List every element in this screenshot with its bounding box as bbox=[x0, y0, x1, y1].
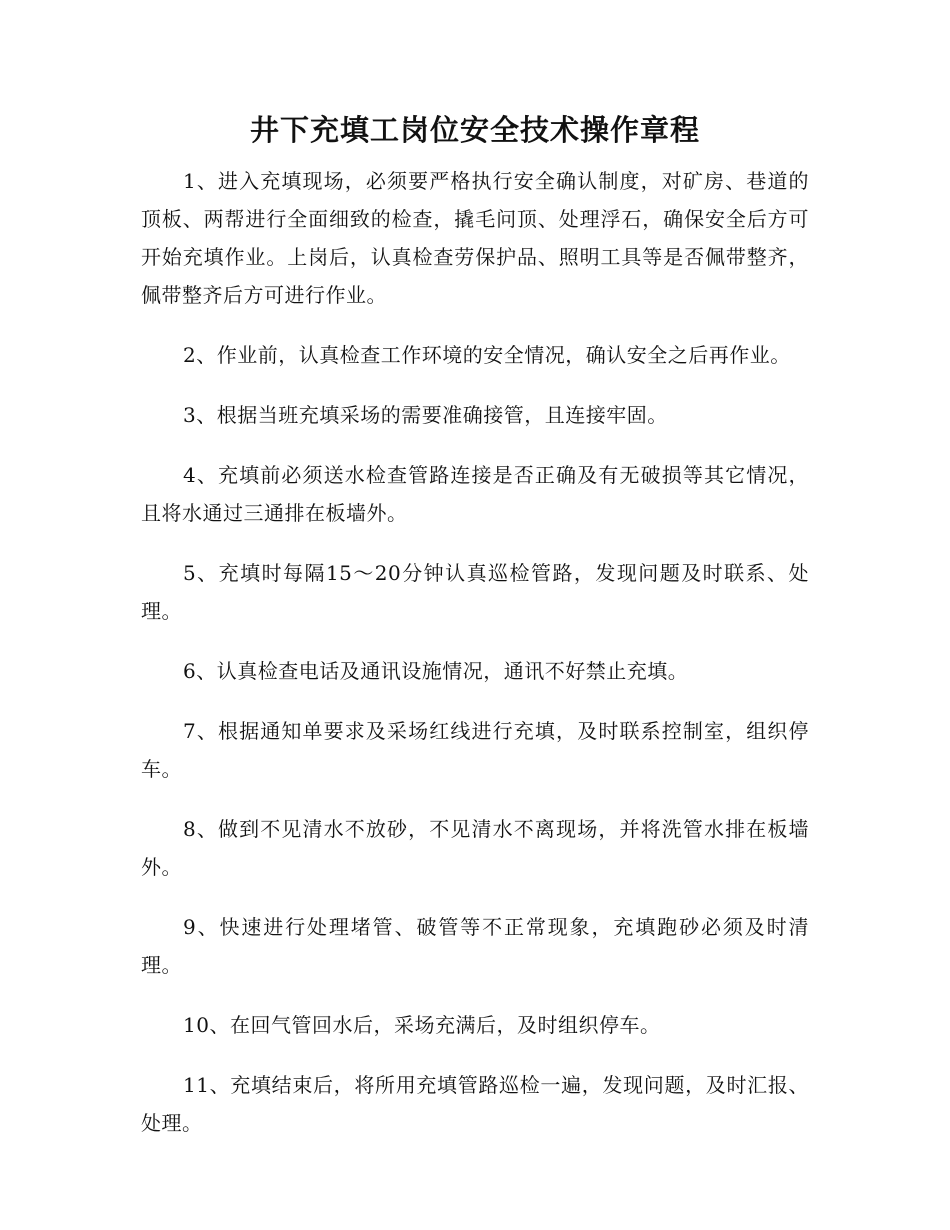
paragraph-2: 2、作业前，认真检查工作环境的安全情况，确认安全之后再作业。 bbox=[183, 343, 791, 367]
paragraph-5: 5、充填时每隔15～20分钟认真巡检管路，发现问题及时联系、处理。 bbox=[141, 561, 809, 623]
paragraph-10: 10、在回气管回水后，采场充满后，及时组织停车。 bbox=[183, 1013, 661, 1037]
paragraph-1: 1、进入充填现场，必须要严格执行安全确认制度，对矿房、巷道的顶板、两帮进行全面细致的检查，撬毛问顶、处理浮石，确保安全后方可开始充填作业。上岗后，认真检查劳保护品、照明工具等是否佩带整齐，佩带整齐后方可进行作业。 bbox=[141, 169, 809, 307]
paragraph-11: 11、充填结束后，将所用充填管路巡检一遍，发现问题，及时汇报、处理。 bbox=[141, 1073, 809, 1135]
paragraph-4: 4、充填前必须送水检查管路连接是否正确及有无破损等其它情况，且将水通过三通排在板墙外。 bbox=[141, 463, 809, 525]
paragraph-3: 3、根据当班充填采场的需要准确接管，且连接牢固。 bbox=[183, 403, 668, 427]
paragraph-9: 9、快速进行处理堵管、破管等不正常现象，充填跑砂必须及时清理。 bbox=[141, 915, 809, 977]
page-title: 井下充填工岗位安全技术操作章程 bbox=[249, 113, 700, 147]
document-body bbox=[141, 162, 809, 1164]
paragraph-7: 7、根据通知单要求及采场红线进行充填，及时联系控制室，组织停车。 bbox=[141, 719, 809, 781]
paragraph-8: 8、做到不见清水不放砂，不见清水不离现场，并将洗管水排在板墙外。 bbox=[141, 817, 809, 879]
paragraph-6: 6、认真检查电话及通讯设施情况，通讯不好禁止充填。 bbox=[183, 659, 689, 683]
